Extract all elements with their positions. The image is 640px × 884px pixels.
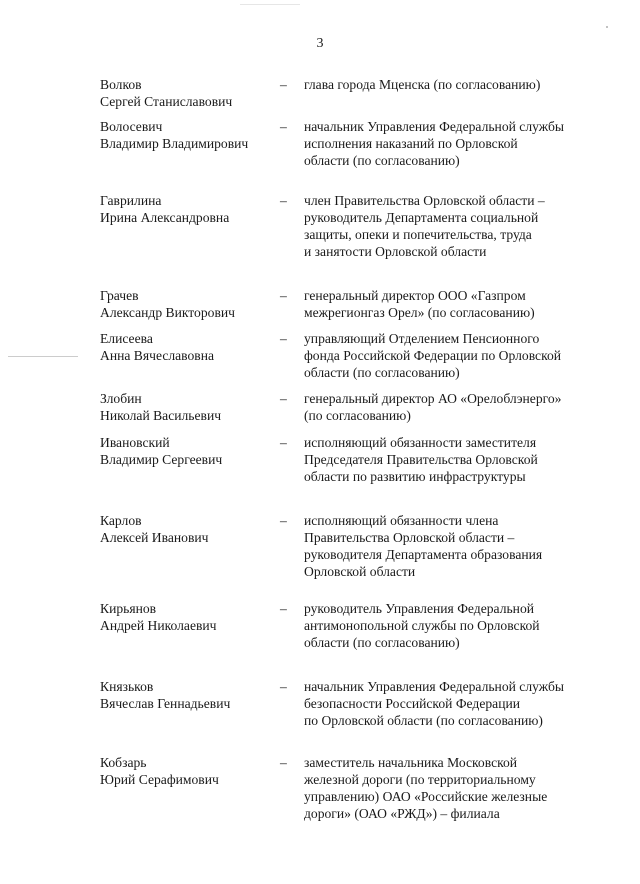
member-position (304, 754, 604, 822)
member-name (100, 678, 270, 712)
member-position (304, 434, 604, 485)
member-given-name: Сергей Станиславович (100, 94, 233, 109)
position-line: области (по согласованию) (304, 365, 460, 380)
position-line: исполняющий обязанности члена (304, 513, 499, 528)
member-position (304, 330, 604, 381)
member-surname: Гаврилина (100, 193, 162, 208)
position-line: руководителя Департамента образования (304, 547, 543, 562)
member-surname: Кобзарь (100, 755, 147, 770)
position-line: Орловской области (304, 564, 416, 579)
member-position (304, 287, 604, 321)
position-line: Председателя Правительства Орловской (304, 452, 538, 467)
position-line: исполнения наказаний по Орловской (304, 136, 518, 151)
scan-artifact-dot (606, 26, 608, 28)
member-surname: Карлов (100, 513, 142, 528)
position-line: защиты, опеки и попечительства, труда (304, 227, 532, 242)
position-line: руководитель Департамента социальной (304, 210, 539, 225)
member-position (304, 678, 604, 729)
member-position (304, 76, 604, 93)
position-line: по Орловской области (по согласованию) (304, 713, 543, 728)
scan-artifact-top (240, 4, 300, 5)
member-given-name: Владимир Владимирович (100, 136, 249, 151)
member-given-name: Николай Васильевич (100, 408, 222, 423)
position-line: глава города Мценска (по согласованию) (304, 77, 541, 92)
position-line: безопасности Российской Федерации (304, 696, 521, 711)
position-line: начальник Управления Федеральной службы (304, 119, 564, 134)
member-name (100, 434, 270, 468)
scan-artifact-line (8, 356, 78, 357)
member-name (100, 76, 270, 110)
member-surname: Кирьянов (100, 601, 157, 616)
position-line: член Правительства Орловской области – (304, 193, 545, 208)
dash: – (280, 435, 287, 450)
member-given-name: Вячеслав Геннадьевич (100, 696, 231, 711)
member-given-name: Ирина Александровна (100, 210, 230, 225)
position-line: (по согласованию) (304, 408, 411, 423)
dash: – (280, 391, 287, 406)
member-surname: Елисеева (100, 331, 153, 346)
dash: – (280, 679, 287, 694)
position-line: управляющий Отделением Пенсионного (304, 331, 540, 346)
member-name (100, 512, 270, 546)
member-name (100, 600, 270, 634)
position-line: области по развитию инфраструктуры (304, 469, 526, 484)
member-surname: Злобин (100, 391, 142, 406)
member-surname: Волков (100, 77, 142, 92)
dash: – (280, 77, 287, 92)
position-line: фонда Российской Федерации по Орловской (304, 348, 562, 363)
position-line: дороги» (ОАО «РЖД») – филиала (304, 806, 500, 821)
member-position (304, 512, 604, 580)
member-name (100, 192, 270, 226)
dash: – (280, 513, 287, 528)
member-given-name: Алексей Иванович (100, 530, 209, 545)
position-line: заместитель начальника Московской (304, 755, 518, 770)
member-given-name: Александр Викторович (100, 305, 235, 320)
position-line: генеральный директор АО «Орелоблэнерго» (304, 391, 562, 406)
position-line: Правительства Орловской области – (304, 530, 515, 545)
member-surname: Князьков (100, 679, 154, 694)
position-line: генеральный директор ООО «Газпром (304, 288, 526, 303)
position-line: исполняющий обязанности заместителя (304, 435, 537, 450)
member-given-name: Анна Вячеславовна (100, 348, 215, 363)
position-line: железной дороги (по территориальному (304, 772, 536, 787)
member-given-name: Владимир Сергеевич (100, 452, 223, 467)
member-surname: Волосевич (100, 119, 163, 134)
member-name (100, 330, 270, 364)
page-number: 3 (316, 36, 324, 51)
member-surname: Грачев (100, 288, 139, 303)
member-position (304, 390, 604, 424)
member-name (100, 390, 270, 424)
dash: – (280, 331, 287, 346)
dash: – (280, 755, 287, 770)
member-name (100, 754, 270, 788)
position-line: области (по согласованию) (304, 635, 460, 650)
member-position (304, 600, 604, 651)
dash: – (280, 193, 287, 208)
member-name (100, 287, 270, 321)
member-position (304, 118, 604, 169)
member-surname: Ивановский (100, 435, 170, 450)
position-line: руководитель Управления Федеральной (304, 601, 535, 616)
position-line: межрегионгаз Орел» (по согласованию) (304, 305, 535, 320)
dash: – (280, 601, 287, 616)
position-line: начальник Управления Федеральной службы (304, 679, 564, 694)
member-given-name: Юрий Серафимович (100, 772, 219, 787)
position-line: управлению) ОАО «Российские железные (304, 789, 548, 804)
member-name (100, 118, 270, 152)
member-given-name: Андрей Николаевич (100, 618, 217, 633)
position-line: и занятости Орловской области (304, 244, 487, 259)
position-line: области (по согласованию) (304, 153, 460, 168)
dash: – (280, 119, 287, 134)
member-position (304, 192, 604, 260)
position-line: антимонопольной службы по Орловской (304, 618, 540, 633)
dash: – (280, 288, 287, 303)
